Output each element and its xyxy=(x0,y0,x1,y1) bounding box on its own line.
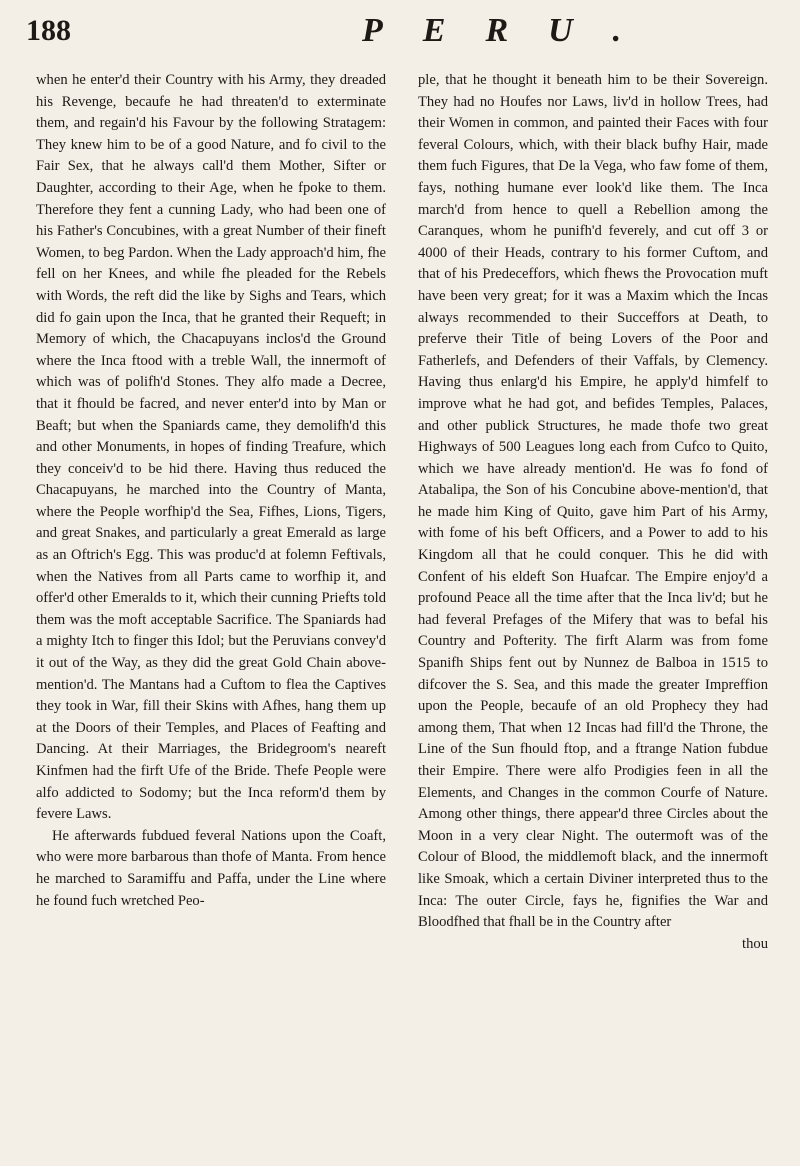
page-number: 188 xyxy=(26,14,71,47)
left-paragraph-1: when he enter'd their Country with his Army, they dreaded his Revenge, becaufe he had threaten'd to exterminate them, and regain'd his Favour by the following Stratagem: They knew him to be of a good Nature, and fo civil to the Fair Sex, that he always call'd them Mother, Sifter or Daughter, according to their Age, when he fpoke to them. Therefore they fent a cunning Lady, who had been one of his Father's Concubines, with a great Number of their fineft Women, to beg Pardon. When the Lady approach'd him, fhe fell on her Knees, and while fhe pleaded for the Rebels with Words, the reft did the like by Sighs and Tears, which did fo gain upon the Inca, that he granted their Requeft; in Memory of which, the Chacapuyans inclos'd the Ground where the Inca ftood with a treble Wall, the innermoft of which was of polifh'd Stones. They alfo made a Decree, that it fhould be facred, and never enter'd into by Man or Beaft; but when the Spaniards came, they demolifh'd this and other Monuments, in hopes of finding Treafure, which they conceiv'd to be hid there. Having thus reduced the Chacapuyans, he marched into the Country of Manta, where the People worfhip'd the Sea, Fifhes, Lions, Tigers, and great Snakes, and particularly a great Emerald as large as an Oftrich's Egg. This was produc'd at folemn Feftivals, when the Natives from all Parts came to worfhip it, and offer'd other Emeralds to it, which their cunning Priefts told them was the moft acceptable Sacrifice. The Spaniards had a mighty Itch to finger this Idol; but the Peruvians convey'd it out of the Way, as they did the great Gold Chain above-mention'd. The Mantans had a Cuftom to flea the Captives they took in War, fill their Skins with Afhes, hang them up at the Doors of their Temples, and Places of Feafting and Dancing. At their Marriages, the Bridegroom's neareft Kinfmen had the firft Ufe of the Bride. Thefe People were alfo addicted to Sodomy; but the Inca reform'd them by fevere Laws. xyxy=(36,72,386,823)
running-title: PERU. xyxy=(362,12,662,49)
left-column xyxy=(36,70,386,912)
page-header xyxy=(22,8,770,56)
right-column xyxy=(418,70,768,955)
catchword: thou xyxy=(742,935,768,952)
left-paragraph-2: He afterwards fubdued feveral Nations upon the Coaft, who were more barbarous than thofe of Manta. From hence he marched to Saramiffu and Paffa, under the Line where he found fuch wretched Peo- xyxy=(36,827,386,909)
right-paragraph-1: ple, that he thought it beneath him to be their Sovereign. They had no Houfes nor Laws, liv'd in hollow Trees, had their Women in common, and painted their Faces with four feveral Colours, which, with their black bufhy Hair, made them fuch Figures, that De la Vega, who faw fome of them, fays, nothing humane ever look'd like them. The Inca march'd from hence to quell a Rebellion among the Caranques, whom he punifh'd feverely, and cut off 3 or 4000 of their Heads, contrary to his former Cuftom, and that of his Predeceffors, which fhews the Provocation muft have been very great; for it was a Maxim which the Incas always recommended to their Succeffors at Death, to preferve their Title of being Lovers of the Poor and Fatherlefs, and Defenders of their Vaffals, by Clemency. Having thus enlarg'd his Empire, he apply'd himfelf to improve what he had got, and befides Temples, Palaces, and other publick Structures, he made thofe two great Highways of 500 Leagues long each from Cufco to Quito, which we have already mention'd. He was fo fond of Atabalipa, the Son of his Concubine above-mention'd, that he made him King of Quito, gave him Part of his Army, with fome of his beft Officers, and a Power to add to his Kingdom all that he could conquer. This he did with Confent of his eldeft Son Huafcar. The Empire enjoy'd a profound Peace all the time after that the Inca liv'd; but he had feveral Prefages of the Mifery that was to befal his Country and Pofterity. The firft Alarm was from fome Spanifh Ships fent out by Nunnez de Balboa in 1515 to difcover the S. Sea, and this made the greater Impreffion upon the People, becaufe of an old Prophecy they had among them, That when 12 Incas had fill'd the Throne, the Line of the Sun fhould ftop, and a ftrange Nation fubdue their Empire. There were alfo Prodigies feen in all the Elements, and Changes in the common Courfe of Nature. Among other things, there appear'd three Circles about the Moon in a very clear Night. The outermoft was of the Colour of Blood, the middlemoft black, and the innermoft like Smoak, which a certain Diviner interpreted thus to the Inca: The outer Circle, fays he, fignifies the War and Bloodfhed that fhall be in the Country after xyxy=(418,72,768,931)
